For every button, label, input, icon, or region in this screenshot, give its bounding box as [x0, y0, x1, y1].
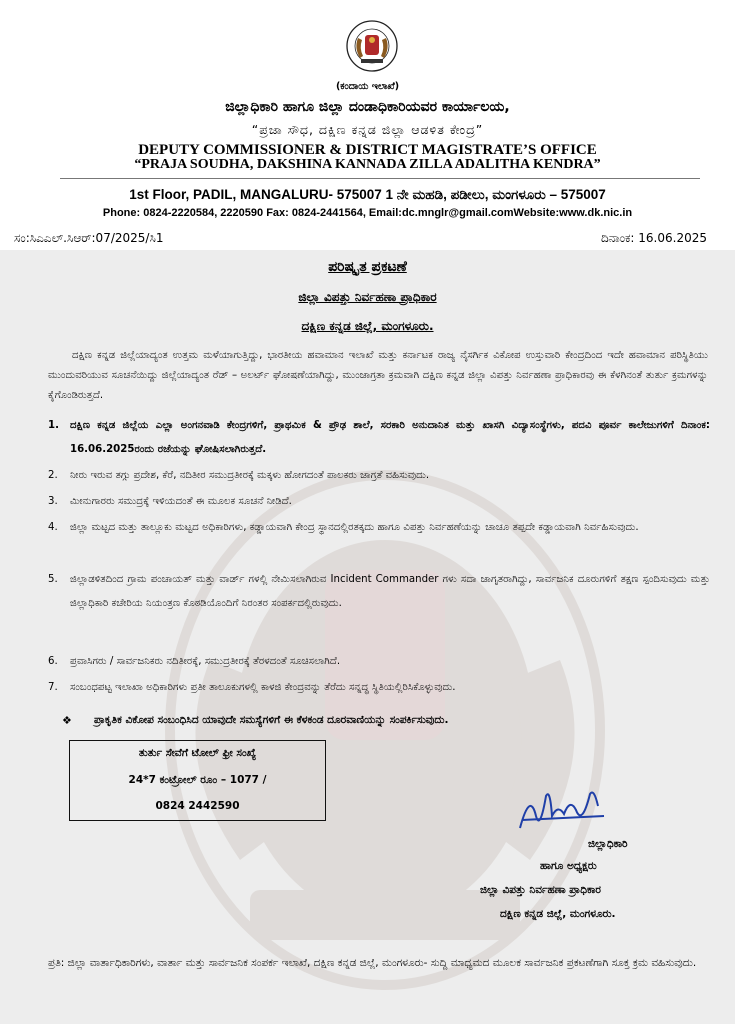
office-subtitle-kannada: “ಪ್ರಜಾ ಸೌಧ, ದಕ್ಷಿಣ ಕನ್ನಡ ಜಿಲ್ಲಾ ಆಡಳಿತ ಕೇಂದ್ರ” [251, 122, 484, 137]
office-subtitle-english: “PRAJA SOUDHA, DAKSHINA KANNADA ZILLA ADALITHA KENDRA” [134, 157, 601, 172]
signature-image [512, 786, 612, 836]
notice-title: ಪರಿಷ್ಕೃತ ಪ್ರಕಟಣೆ [328, 259, 407, 275]
item-number: 4. [48, 522, 58, 533]
item-text: ಪ್ರವಾಸಿಗರು / ಸಾರ್ವಜನಿಕರು ನದಿತೀರಕ್ಕೆ, ಸಮುದ್ರತೀರಕ್ಕೆ ತೆರಳದಂತೆ ಸೂಚಿಸಲಾಗಿದೆ. [70, 656, 341, 667]
item-text: ದಕ್ಷಿಣ ಕನ್ನಡ ಜಿಲ್ಲೆಯ ಎಲ್ಲಾ ಅಂಗನವಾಡಿ ಕೇಂದ್ರಗಳಿಗೆ, ಪ್ರಾಥಮಿಕ & ಪ್ರೌಢ ಶಾಲೆ, ಸರಕಾರಿ ಅನುದಾನಿತ ಮತ್ತು ಖಾಸಗಿ ವಿದ್ಯಾಸಂಸ್ಥೆಗಳು, ಪದವಿ ಪೂರ್ವ ಕಾಲೇಜುಗಳಿಗೆ ದಿನಾಂಕ: 16.06.2025ರಂದು ರಜೆಯನ್ನು ಘೋಷಿಸಲಾಗಿರುತ್ತದೆ. [70, 420, 710, 455]
reference-number: ಸಂ:ಸಿಎಎಲ್.ಸಿಆರ್:07/2025/ಸಿ1 [14, 231, 164, 245]
signatory-title: ಜಿಲ್ಲಾಧಿಕಾರಿ [588, 838, 628, 850]
signatory-location: ದಕ್ಷಿಣ ಕನ್ನಡ ಜಿಲ್ಲೆ, ಮಂಗಳೂರು. [500, 908, 616, 920]
tollfree-label: ತುರ್ತು ಸೇವೆಗೆ ಟೋಲ್ ಫ್ರೀ ಸಂಖ್ಯೆ [138, 747, 257, 759]
item-number: 5. [48, 574, 58, 585]
item-text: ಸಂಬಂಧಪಟ್ಟ ಇಲಾಖಾ ಅಧಿಕಾರಿಗಳು ಪ್ರತೀ ತಾಲೂಕುಗಳಲ್ಲಿ ಕಾಳಜಿ ಕೇಂದ್ರವನ್ನು ತೆರೆದು ಸನ್ನದ್ಧ ಸ್ಥಿತಿಯಲ್ಲಿರಿಸಿಕೊಳ್ಳುವುದು. [70, 682, 456, 693]
signatory-authority: ಜಿಲ್ಲಾ ವಿಪತ್ತು ನಿರ್ವಹಣಾ ಪ್ರಾಧಿಕಾರ [480, 884, 601, 896]
item-text: ನೀರು ಇರುವ ತಗ್ಗು ಪ್ರದೇಶ, ಕೆರೆ, ನದಿತೀರ ಸಮುದ್ರತೀರಕ್ಕೆ ಮಕ್ಕಳು ಹೋಗದಂತೆ ಪಾಲಕರು ಜಾಗ್ರತೆ ವಹಿಸುವುದು. [70, 470, 430, 481]
copy-to: ಪ್ರತಿ: ಜಿಲ್ಲಾ ವಾರ್ತಾಧಿಕಾರಿಗಳು, ವಾರ್ತಾ ಮತ್ತು ಸಾರ್ವಜನಿಕ ಸಂಪರ್ಕ ಇಲಾಖೆ, ದಕ್ಷಿಣ ಕನ್ನಡ ಜಿಲ್ಲೆ, ಮಂಗಳೂರು- ಸುದ್ದಿ ಮಾಧ್ಯಮದ ಮೂಲಕ ಸಾರ್ವಜನಿಕ ಪ್ರಕಟಣೆಗಾಗಿ ಸೂಕ್ತ ಕ್ರಮ ವಹಿಸುವುದು. [48, 957, 697, 969]
control-room-number: 24*7 ಕಂಟ್ರೋಲ್ ರೂಂ – 1077 / [128, 774, 267, 786]
office-title-kannada: ಜಿಲ್ಲಾಧಿಕಾರಿ ಹಾಗೂ ಜಿಲ್ಲಾ ದಂಡಾಧಿಕಾರಿಯವರ ಕಾರ್ಯಾಲಯ, [225, 99, 510, 115]
item-number: 1. [48, 420, 59, 431]
item-text: ಮೀನುಗಾರರು ಸಮುದ್ರಕ್ಕೆ ಇಳಿಯದಂತೆ ಈ ಮೂಲಕ ಸೂಚನೆ ನೀಡಿದೆ. [70, 496, 292, 507]
notice-date: ದಿನಾಂಕ: 16.06.2025 [601, 231, 707, 245]
tollfree-box [69, 740, 326, 821]
item-number: 6. [48, 656, 58, 667]
department-label: (ಕಂದಾಯ ಇಲಾಖೆ) [335, 81, 400, 92]
diamond-bullet-icon: ❖ [62, 714, 72, 727]
helpline-note: ಪ್ರಾಕೃತಿಕ ವಿಕೋಪ ಸಂಬಂಧಿಸಿದ ಯಾವುದೇ ಸಮಸ್ಯೆಗಳಿಗೆ ಈ ಕೆಳಕಂಡ ದೂರವಾಣಿಯನ್ನು ಸಂಪರ್ಕಿಸುವುದು. [94, 714, 449, 726]
item-text: ಜಿಲ್ಲಾ ಮಟ್ಟದ ಮತ್ತು ತಾಲ್ಲೂಕು ಮಟ್ಟದ ಅಧಿಕಾರಿಗಳು, ಕಡ್ಡಾಯವಾಗಿ ಕೇಂದ್ರ ಸ್ಥಾನದಲ್ಲಿರತಕ್ಕದು ಹಾಗೂ ವಿಪತ್ತು ನಿರ್ವಹಣೆಯನ್ನು ಚಾಚೂ ತಪ್ಪದೇ ಕಡ್ಡಾಯವಾಗಿ ನಿರ್ವಹಿಸುವುದು. [70, 522, 639, 533]
intro-paragraph: ದಕ್ಷಿಣ ಕನ್ನಡ ಜಿಲ್ಲೆಯಾದ್ಯಂತ ಉತ್ತಮ ಮಳೆಯಾಗುತ್ತಿದ್ದು, ಭಾರತೀಯ ಹವಾಮಾನ ಇಲಾಖೆ ಮತ್ತು ಕರ್ನಾಟಕ ರಾಜ್ಯ ನೈಸರ್ಗಿಕ ವಿಕೋಪ ಉಸ್ತುವಾರಿ ಕೇಂದ್ರದಿಂದ ಇದೇ ಹವಾಮಾನ ಪರಿಸ್ಥಿತಿಯು ಮುಂದುವರಿಯುವ ಸೂಚನೆಯಿದ್ದು ಜಿಲ್ಲೆಯಾದ್ಯಂತ ರೆಡ್ – ಅಲರ್ಟ್ ಘೋಷಣೆಯಾಗಿದ್ದು, ಮುಂಜಾಗ್ರತಾ ಕ್ರಮವಾಗಿ ದಕ್ಷಿಣ ಕನ್ನಡ ಜಿಲ್ಲಾ ವಿಪತ್ತು ನಿರ್ವಹಣಾ ಪ್ರಾಧಿಕಾರವು ಈ ಕೆಳಗಿನಂತೆ ತುರ್ತು ಕ್ರಮಗಳನ್ನು ಕೈಗೊಂಡಿರುತ್ತದೆ. [48, 350, 708, 401]
header-divider [60, 178, 700, 179]
signatory-role: ಹಾಗೂ ಅಧ್ಯಕ್ಷರು [540, 860, 597, 872]
office-contact: Phone: 0824-2220584, 2220590 Fax: 0824-2441564, Email:dc.mnglr@gmail.comWebsite:www.dk.nic.in [102, 207, 633, 219]
office-address: 1st Floor, PADIL, MANGALURU- 575007 1 ನೇ ಮಹಡಿ, ಪಡೀಲು, ಮಂಗಳೂರು – 575007 [129, 187, 606, 202]
item-number: 3. [48, 496, 58, 507]
office-phone-number: 0824 2442590 [155, 800, 240, 812]
item-number: 2. [48, 470, 58, 481]
office-title-english: DEPUTY COMMISSIONER & DISTRICT MAGISTRATE’S OFFICE [138, 142, 597, 158]
karnataka-emblem-icon [344, 16, 400, 80]
location-heading: ದಕ್ಷಿಣ ಕನ್ನಡ ಜಿಲ್ಲೆ, ಮಂಗಳೂರು. [301, 319, 434, 333]
item-number: 7. [48, 682, 58, 693]
item-text: ಜಿಲ್ಲಾಡಳಿತದಿಂದ ಗ್ರಾಮ ಪಂಚಾಯತ್ ಮತ್ತು ವಾರ್ಡ್ ಗಳಲ್ಲಿ ನೇಮಿಸಲಾಗಿರುವ Incident Commander ಗಳು ಸದಾ ಜಾಗೃತರಾಗಿದ್ದು, ಸಾರ್ವಜನಿಕ ದೂರುಗಳಿಗೆ ತಕ್ಷಣ ಸ್ಪಂದಿಸುವುದು ಮತ್ತು ಜಿಲ್ಲಾಧಿಕಾರಿ ಕಚೇರಿಯ ನಿಯಂತ್ರಣ ಕೊಠಡಿಯೊಂದಿಗೆ ನಿರಂತರ ಸಂಪರ್ಕದಲ್ಲಿರುವುದು. [70, 574, 710, 609]
authority-heading: ಜಿಲ್ಲಾ ವಿಪತ್ತು ನಿರ್ವಹಣಾ ಪ್ರಾಧಿಕಾರ [298, 290, 437, 304]
